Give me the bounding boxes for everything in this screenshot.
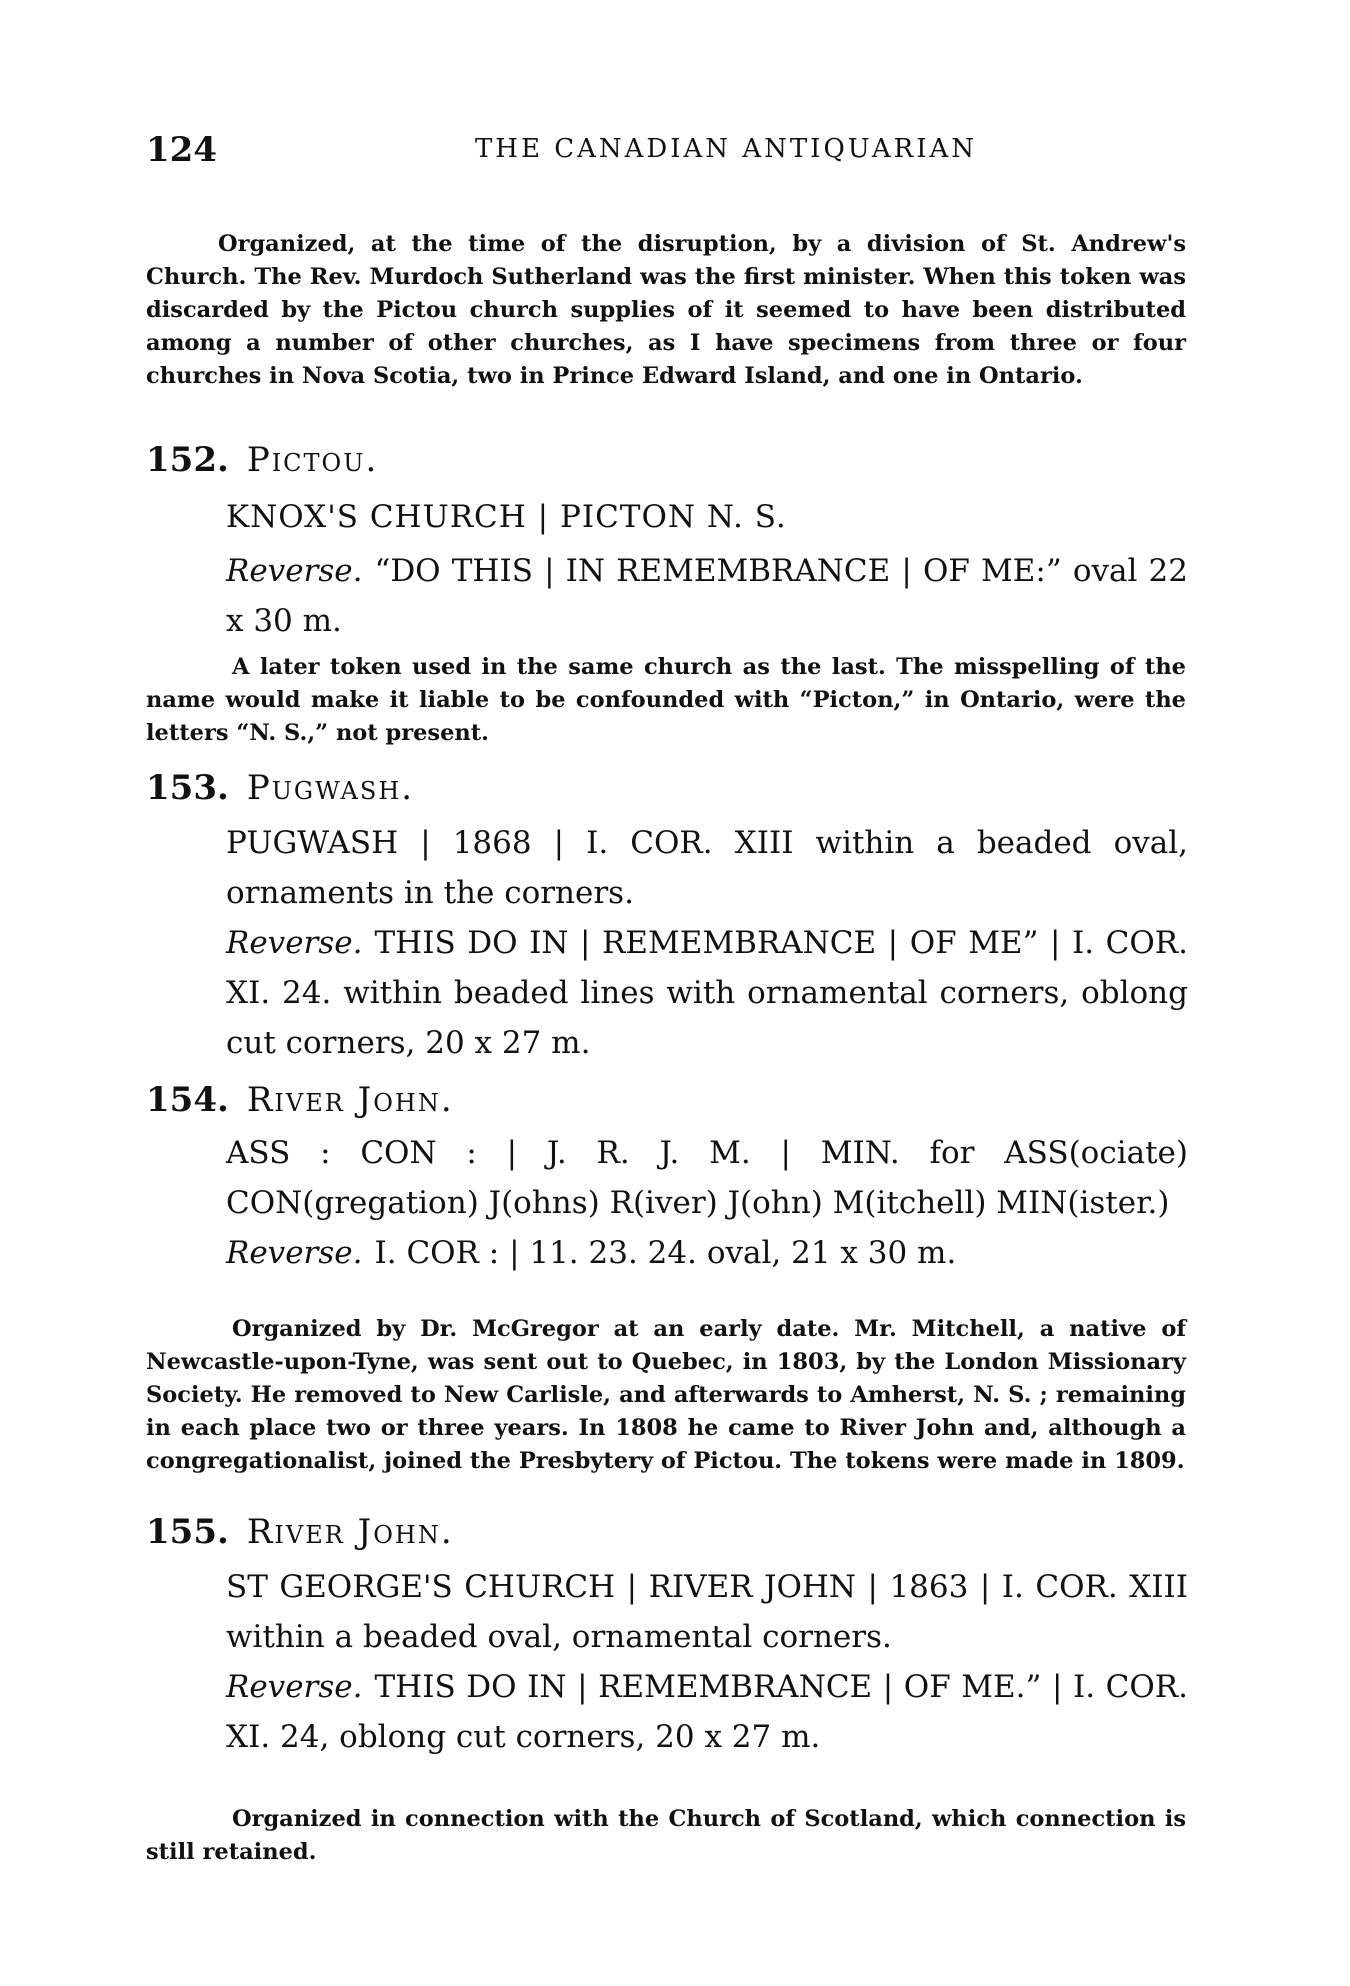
entry-obverse: ASS : CON : | J. R. J. M. | MIN. for ASS(ociate) CON(gregation) J(ohns) R(iver) J(ohn) M(itchell) MIN(ister.)	[226, 1135, 1188, 1221]
reverse-label: Reverse.	[226, 1235, 363, 1271]
entry-number: 155.	[146, 1512, 229, 1552]
entry-heading-155	[146, 1512, 454, 1552]
entry-obverse: PUGWASH | 1868 | I. COR. XIII within a beaded oval, ornaments in the corners.	[226, 825, 1188, 911]
running-head	[146, 130, 1186, 170]
entry-heading-152	[146, 440, 378, 480]
entry-number: 153.	[146, 768, 229, 808]
reverse-text: THIS DO IN | REMEMBRANCE | OF ME” | I. COR. XI. 24. within beaded lines with ornamental corners, oblong cut corners, 20 x 27 m.	[226, 925, 1188, 1061]
entry-note: Organized in connection with the Church of Scotland, which connection is still retained.	[146, 1805, 1186, 1865]
entry-reverse	[226, 546, 1188, 646]
reverse-label: Reverse.	[226, 925, 363, 961]
entry-note: Organized by Dr. McGregor at an early date. Mr. Mitchell, a native of Newcastle-upon-Tyne, was sent out to Quebec, in 1803, by the London Missionary Society. He removed to New Carlisle, and afterwards to Amherst, N. S. ; remaining in each place two or three years. In 1808 he came to River John and, although a congregationalist, joined the Presbytery of Pictou. The tokens were made in 1809.	[146, 1315, 1186, 1474]
entry-number: 154.	[146, 1080, 229, 1120]
entry-place: River John.	[246, 1512, 454, 1552]
entry-place: River John.	[246, 1080, 454, 1120]
entry-place: Pugwash.	[246, 768, 415, 808]
entry-heading-154	[146, 1080, 454, 1120]
reverse-label: Reverse.	[226, 1669, 363, 1705]
reverse-label: Reverse.	[226, 553, 363, 589]
intro-note: Organized, at the time of the disruption, by a division of St. Andrew's Church. The Rev. Murdoch Sutherland was the first minister. When this token was discarded by the Pictou church supplies of it seemed to have been distributed among a number of other churches, as I have specimens from three or four churches in Nova Scotia, two in Prince Edward Island, and one in Ontario.	[146, 230, 1186, 389]
reverse-text: THIS DO IN | REMEMBRANCE | OF ME.” | I. COR. XI. 24, oblong cut corners, 20 x 27 m.	[226, 1669, 1188, 1755]
running-title: THE CANADIAN ANTIQUARIAN	[474, 134, 978, 164]
entry-number: 152.	[146, 440, 229, 480]
entry-reverse	[226, 1662, 1188, 1762]
entry-reverse	[226, 1228, 1188, 1278]
page-number: 124	[146, 130, 217, 170]
reverse-text: I. COR : | 11. 23. 24. oval, 21 x 30 m.	[374, 1235, 957, 1271]
reverse-text: “DO THIS | IN REMEMBRANCE | OF ME:” oval 22 x 30 m.	[226, 553, 1188, 639]
entry-note: A later token used in the same church as the last. The misspelling of the name would make it liable to be confounded with “Picton,” in Ontario, were the letters “N. S.,” not present.	[146, 653, 1186, 746]
entry-heading-153	[146, 768, 414, 808]
entry-reverse	[226, 918, 1188, 1068]
entry-obverse: KNOX'S CHURCH | PICTON N. S.	[226, 499, 787, 535]
entry-place: Pictou.	[246, 440, 379, 480]
entry-obverse: ST GEORGE'S CHURCH | RIVER JOHN | 1863 | I. COR. XIII within a beaded oval, ornamental corners.	[226, 1569, 1188, 1655]
